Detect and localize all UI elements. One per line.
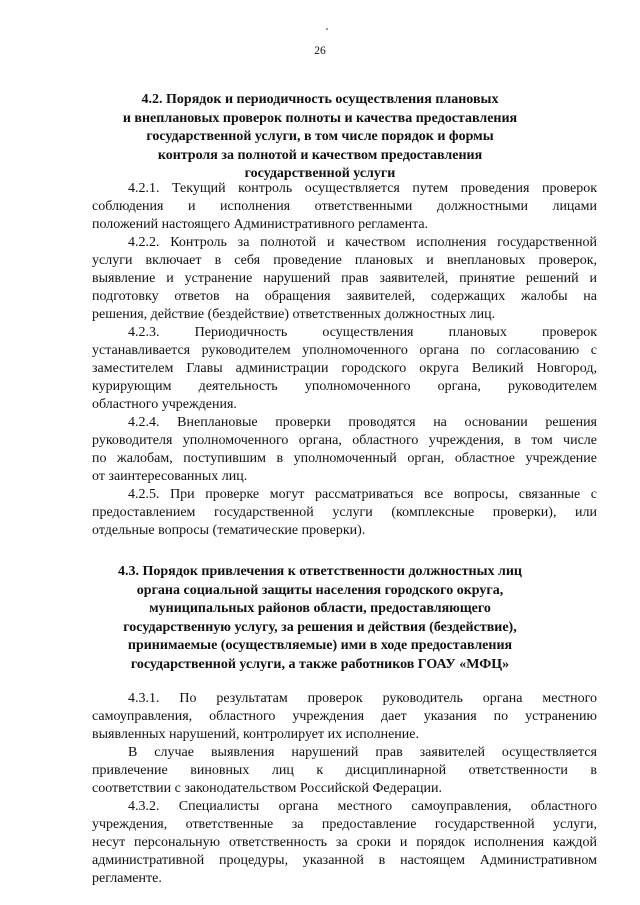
heading-line: государственной услуги, а также работников ГОАУ «МФЦ»: [130, 656, 510, 672]
heading-line: муниципальных районов области, предоставляющего: [149, 601, 491, 616]
text-line: от заинтересованных лиц.: [92, 469, 248, 484]
heading-line: 4.3. Порядок привлечения к ответственности должностных лиц: [117, 564, 522, 579]
page-number: 26: [314, 45, 326, 57]
text-line: несут персональную ответственность за сроки и порядок исполнения каждой: [92, 835, 597, 850]
text-line: 4.2.5. При проверке могут рассматриваться все вопросы, связанные с: [128, 487, 597, 502]
text-line: выявление и устранение нарушений прав заявителей, принятие решений и: [92, 271, 597, 286]
heading-line: контроля за полнотой и качеством предоставления: [157, 147, 483, 163]
text-line: заместителем Главы администрации городского округа Великий Новгород,: [92, 361, 597, 376]
text-line: руководителя уполномоченного органа, областного учреждения, в том числе: [92, 433, 597, 448]
scan-speck: [326, 28, 328, 30]
text-line: привлечение виновных лиц к дисциплинарной ответственности в: [92, 763, 597, 778]
text-line: услуги включает в себя проведение плановых и внеплановых проверок,: [92, 253, 597, 268]
heading-line: принимаемые (осуществляемые) ими в ходе предоставления: [127, 638, 513, 653]
text-line: 4.2.2. Контроль за полнотой и качеством исполнения государственной: [128, 235, 597, 250]
section-4-3-heading: [0, 563, 640, 674]
heading-line: и внеплановых проверок полноты и качества предоставления: [122, 110, 518, 126]
heading-line: органа социальной защиты населения городского округа,: [136, 582, 504, 598]
text-line: областного учреждения.: [92, 397, 237, 412]
text-line: В случае выявления нарушений прав заявителей осуществляется: [128, 745, 597, 760]
text-line: курирующим деятельность уполномоченного органа, руководителем: [92, 379, 597, 394]
section-4-2-heading: [0, 91, 640, 184]
text-line: устанавливается руководителем уполномоченного органа по согласованию с: [92, 343, 597, 358]
text-line: предоставлением государственной услуги (комплексные проверки), или: [92, 505, 597, 520]
text-line: учреждения, ответственные за предоставление государственной услуги,: [92, 817, 597, 832]
text-line: подготовку ответов на обращения заявителей, содержащих жалобы на: [92, 289, 597, 304]
text-line: по жалобам, поступившим в уполномоченный орган, областное учреждение: [92, 451, 597, 466]
heading-line: государственную услугу, за решения и действия (бездействие),: [123, 619, 517, 635]
text-line: отдельные вопросы (тематические проверки).: [92, 523, 366, 538]
text-line: соблюдения и исполнения ответственными должностными лицами: [92, 199, 597, 214]
text-line: 4.3.1. По результатам проверок руководитель органа местного: [128, 691, 597, 706]
text-line: 4.3.2. Специалисты органа местного самоуправления, областного: [128, 799, 597, 814]
text-line: 4.2.3. Периодичность осуществления плановых проверок: [128, 325, 597, 340]
text-line: соответствии с законодательством Российской Федерации.: [92, 781, 442, 796]
text-line: регламенте.: [92, 871, 162, 886]
text-line: самоуправления, областного учреждения дает указания по устранению: [92, 709, 597, 724]
text-line: выявленных нарушений, контролирует их исполнение.: [92, 727, 419, 742]
text-line: административной процедуры, указанной в настоящем Административном: [92, 853, 597, 868]
heading-line: государственной услуги: [244, 166, 396, 181]
text-line: положений настоящего Административного регламента.: [92, 217, 429, 232]
heading-line: государственной услуги, в том числе порядок и формы: [146, 129, 494, 144]
text-line: 4.2.4. Внеплановые проверки проводятся на основании решения: [128, 415, 597, 430]
text-line: решения, действие (бездействие) ответственных должностных лиц.: [92, 307, 496, 322]
text-line: 4.2.1. Текущий контроль осуществляется путем проведения проверок: [128, 181, 597, 196]
heading-line: 4.2. Порядок и периодичность осуществления плановых: [141, 92, 499, 107]
